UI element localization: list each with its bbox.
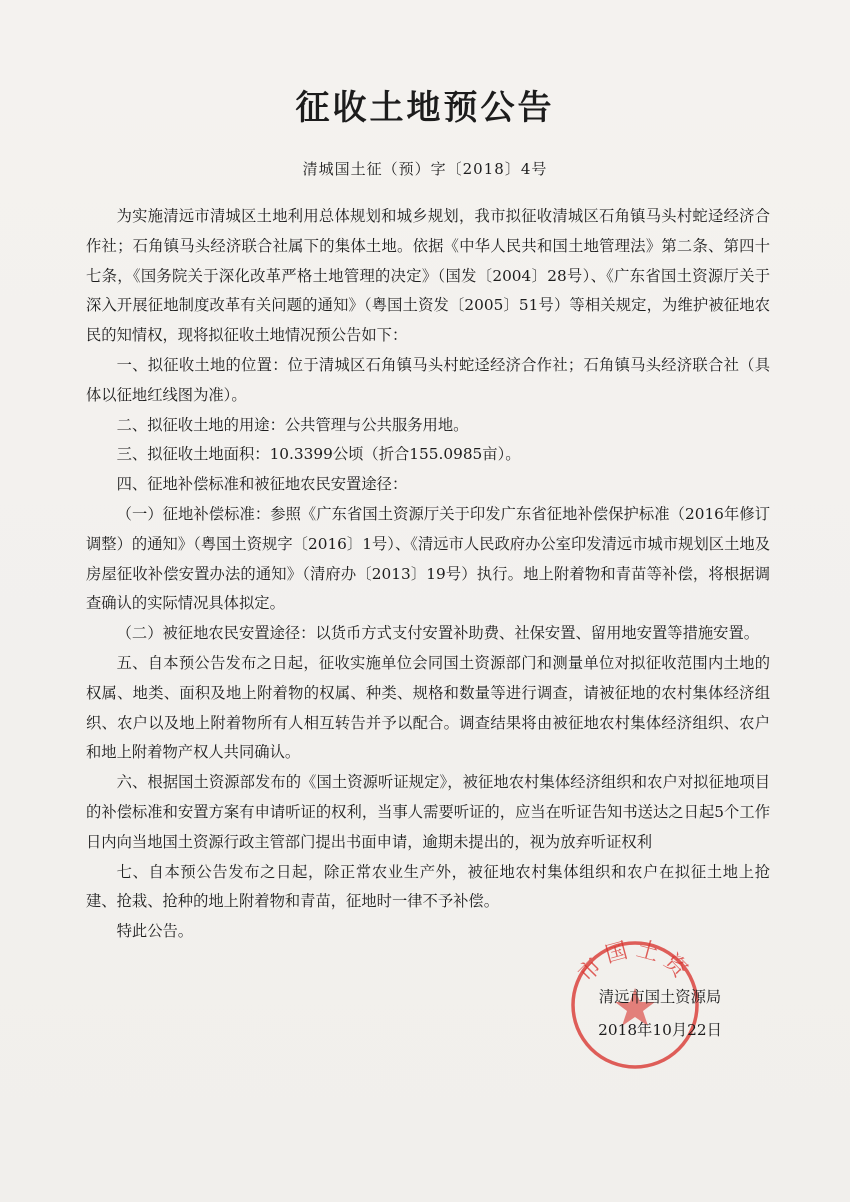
- paragraph-location: 一、拟征收土地的位置：位于清城区石角镇马头村蛇迳经济合作社；石角镇马头经济联合社（具体以征地红线图为准）。: [86, 355, 770, 404]
- paragraph-compensation-standard: （一）征地补偿标准：参照《广东省国土资源厅关于印发广东省征地补偿保护标准（2016年修订调整）的通知》（粤国土资规字〔2016〕1号）、《清远市人民政府办公室印发清远市城市规划区土地及房屋征收补偿安置办法的通知》（清府办〔2013〕19号）执行。地上附着物和青苗等补偿，将根据调查确认的实际情况具体拟定。: [86, 504, 770, 613]
- paragraph-purpose: 二、拟征收土地的用途：公共管理与公共服务用地。: [116, 415, 469, 434]
- paragraph-hearing: 六、根据国土资源部发布的《国土资源听证规定》，被征地农村集体经济组织和农户对拟征地项目的补偿标准和安置方案有申请听证的权利，当事人需要听证的，应当在听证告知书送达之日起5个工作日内向当地国土资源行政主管部门提出书面申请，逾期未提出的，视为放弃听证权利: [86, 773, 770, 851]
- document-number: 清城国土征（预）字〔2018〕4号: [302, 160, 548, 178]
- issue-date: 2018年10月22日: [598, 1021, 722, 1039]
- paragraph-compensation-heading: 四、征地补偿标准和被征地农民安置途径：: [116, 475, 408, 494]
- notice-body: [86, 202, 770, 947]
- paragraph-closing: 特此公告。: [116, 922, 194, 941]
- issuing-organization: 清远市国土资源局: [598, 988, 722, 1006]
- page-title: 征收土地预公告: [295, 88, 555, 128]
- paragraph-survey: 五、自本预公告发布之日起，征收实施单位会同国土资源部门和测量单位对拟征收范围内土地的权属、地类、面积及地上附着物的权属、种类、规格和数量等进行调查，请被征地的农村集体经济组织、农户以及地上附着物所有人相互转告并予以配合。调查结果将由被征地农村集体经济组织、农户和地上附着物产权人共同确认。: [86, 653, 770, 762]
- paragraph-intro: 为实施清远市清城区土地利用总体规划和城乡规划，我市拟征收清城区石角镇马头村蛇迳经济合作社；石角镇马头经济联合社属下的集体土地。依据《中华人民共和国土地管理法》第二条、第四十七条，《国务院关于深化改革严格土地管理的决定》（国发〔2004〕28号）、《广东省国土资源厅关于深入开展征地制度改革有关问题的通知》（粤国土资发〔2005〕51号）等相关规定，为维护被征地农民的知情权，现将拟征收土地情况预公告如下：: [86, 207, 770, 345]
- paragraph-area: 三、拟征收土地面积：10.3399公顷（折合155.0985亩）。: [116, 445, 521, 464]
- paragraph-resettlement: （二）被征地农民安置途径：以货币方式支付安置补助费、社保安置、留用地安置等措施安置。: [116, 624, 760, 643]
- paragraph-no-compensation: 七、自本预公告发布之日起，除正常农业生产外，被征地农村集体组织和农户在拟征土地上抢建、抢栽、抢种的地上附着物和青苗，征地时一律不予补偿。: [86, 862, 770, 911]
- svg-text:市国土资: 市国土资: [573, 936, 697, 988]
